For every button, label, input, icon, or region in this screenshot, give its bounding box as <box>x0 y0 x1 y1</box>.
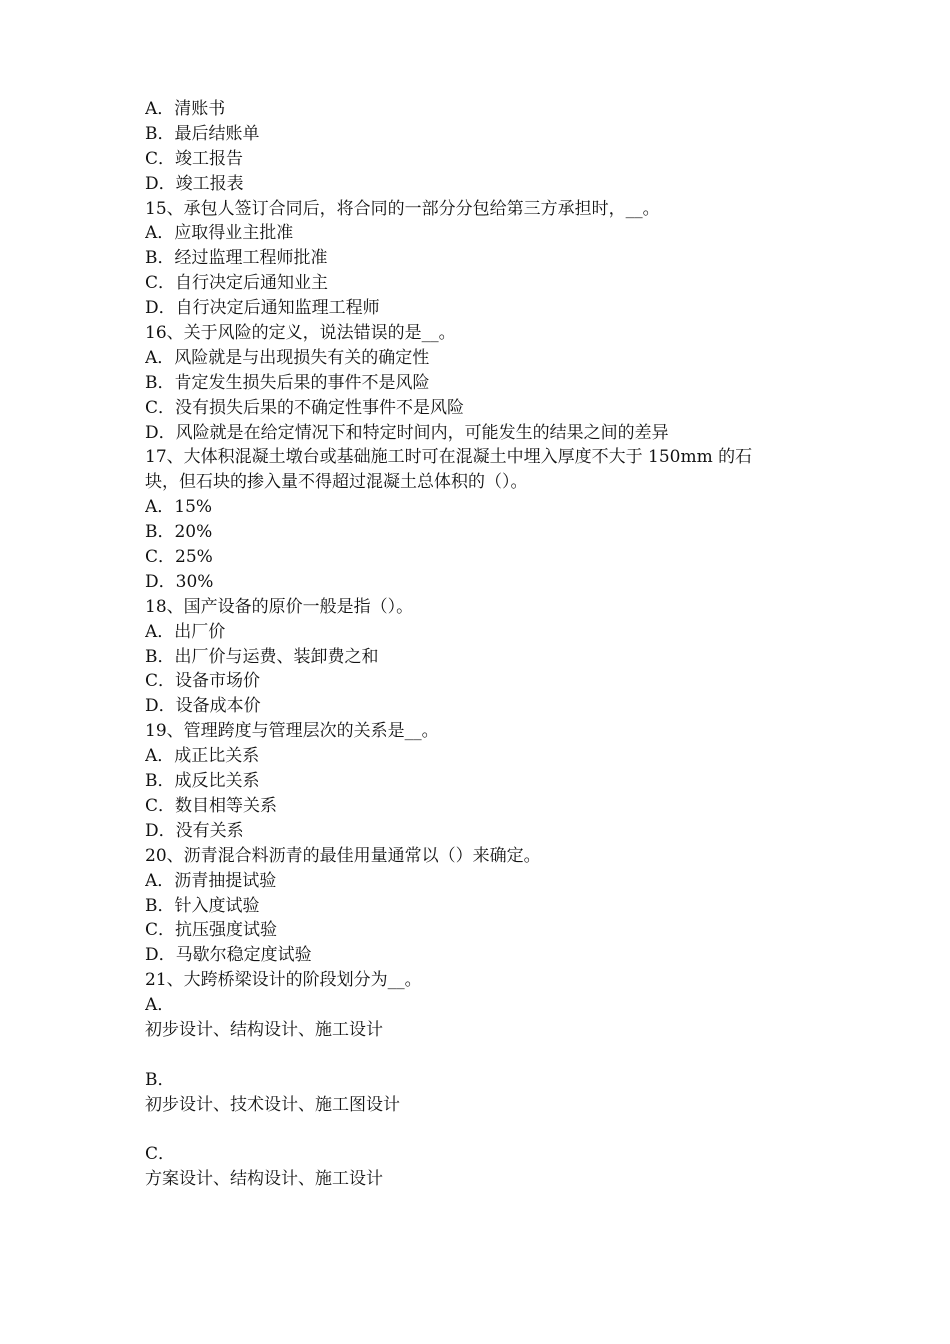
option-line: A．出厂价 <box>145 621 226 642</box>
question-line: 20、沥青混合料沥青的最佳用量通常以（）来确定。 <box>145 845 541 866</box>
option-line: B．针入度试验 <box>145 895 260 916</box>
option-line: C．设备市场价 <box>145 671 261 692</box>
option-line: B． <box>145 1069 175 1090</box>
option-line: C． <box>145 1144 176 1165</box>
option-line: B．成反比关系 <box>145 771 260 792</box>
blank-line <box>145 1043 815 1068</box>
question-line: 15、承包人签订合同后，将合同的一部分分包给第三方承担时，__。 <box>145 198 660 219</box>
option-line: B．出厂价与运费、装卸费之和 <box>145 646 379 667</box>
option-line: C．没有损失后果的不确定性事件不是风险 <box>145 397 465 418</box>
option-line: D．30% <box>145 571 214 592</box>
option-line: B．肯定发生损失后果的事件不是风险 <box>145 372 430 393</box>
question-line: 16、关于风险的定义，说法错误的是__。 <box>145 323 456 344</box>
option-line: A．15% <box>145 497 213 518</box>
option-line: D．设备成本价 <box>145 696 261 717</box>
option-line: A．应取得业主批准 <box>145 223 294 244</box>
option-line: C．数目相等关系 <box>145 795 278 816</box>
option-line: C．自行决定后通知业主 <box>145 273 329 294</box>
option-line: C．25% <box>145 547 213 568</box>
option-line: A．清账书 <box>145 99 226 119</box>
option-line: B．经过监理工程师批准 <box>145 248 328 269</box>
option-line: A．成正比关系 <box>145 746 260 767</box>
option-line: D．没有关系 <box>145 820 244 841</box>
option-line: B．20% <box>145 522 213 543</box>
document-page <box>145 97 815 1192</box>
question-line: 块，但石块的掺入量不得超过混凝土总体积的（）。 <box>145 472 528 493</box>
option-line: A．风险就是与出现损失有关的确定性 <box>145 347 430 368</box>
blank-line <box>145 1118 815 1143</box>
option-line: A． <box>145 995 175 1016</box>
option-line: 初步设计、结构设计、施工设计 <box>145 1019 383 1040</box>
question-line: 21、大跨桥梁设计的阶段划分为__。 <box>145 970 422 991</box>
question-line: 18、国产设备的原价一般是指（）。 <box>145 596 414 617</box>
option-line: C．竣工报告 <box>145 148 244 169</box>
option-line: D．马歇尔稳定度试验 <box>145 945 312 966</box>
option-line: B．最后结账单 <box>145 123 260 144</box>
question-line: 19、管理跨度与管理层次的关系是__。 <box>145 721 439 742</box>
option-line: 方案设计、结构设计、施工设计 <box>145 1169 383 1190</box>
option-line: D．风险就是在给定情况下和特定时间内，可能发生的结果之间的差异 <box>145 422 669 443</box>
question-line: 17、大体积混凝土墩台或基础施工时可在混凝土中埋入厚度不大于 150mm 的石 <box>145 447 753 468</box>
option-line: C．抗压强度试验 <box>145 920 278 941</box>
option-line: D．自行决定后通知监理工程师 <box>145 298 380 319</box>
option-line: 初步设计、技术设计、施工图设计 <box>145 1094 400 1115</box>
option-line: D．竣工报表 <box>145 173 244 194</box>
option-line: A．沥青抽提试验 <box>145 870 277 891</box>
